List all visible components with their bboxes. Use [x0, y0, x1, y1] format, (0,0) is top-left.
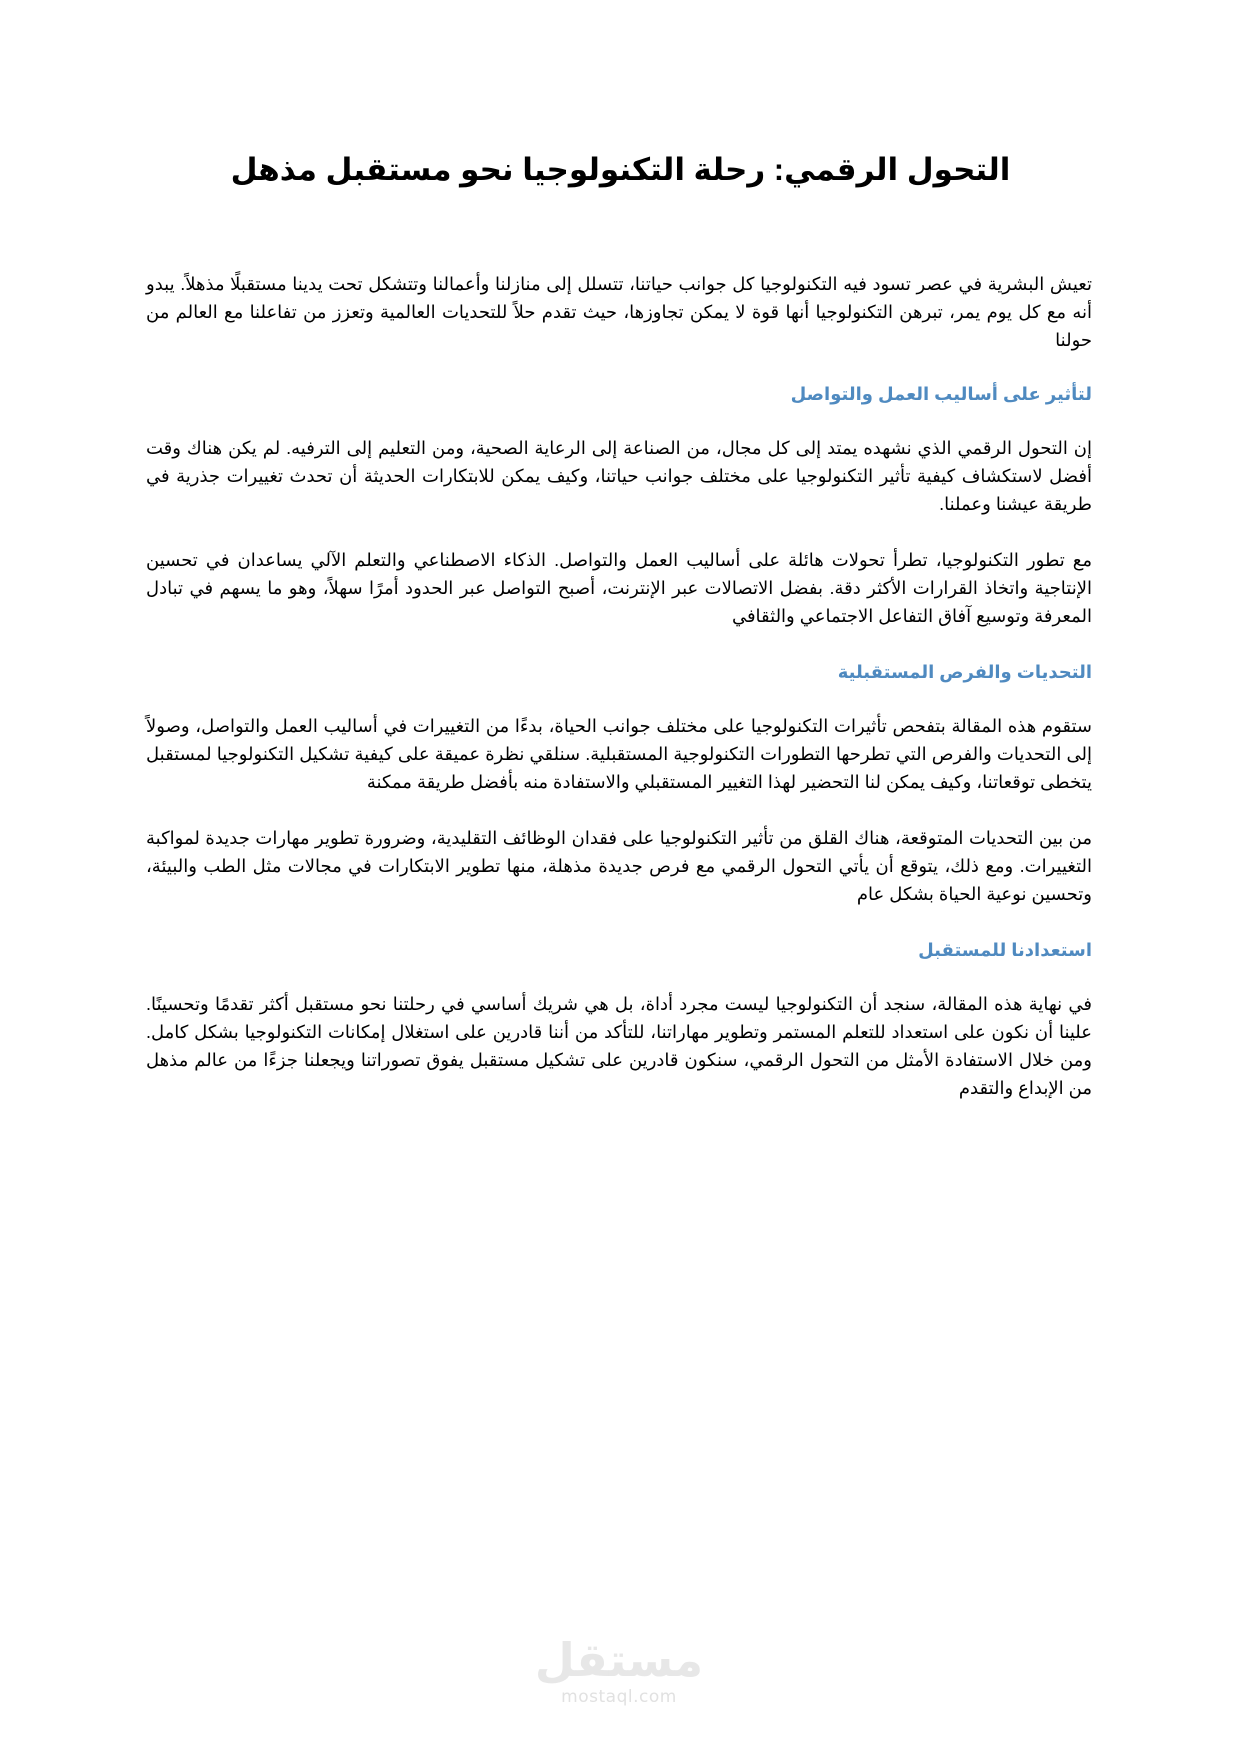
section-challenges-opportunities	[146, 658, 1092, 908]
section-paragraph: إن التحول الرقمي الذي نشهده يمتد إلى كل مجال، من الصناعة إلى الرعاية الصحية، ومن التعليم إلى الترفيه. لم يكن هناك وقت أفضل لاستكشاف كيفية تأثير التكنولوجيا على مختلف جوانب حياتنا، وكيف يمكن للابتكارات الحديثة أن تحدث تغييرات جذرية في طريقة عيشنا وعملنا.	[146, 438, 1092, 514]
section-heading: لتأثير على أساليب العمل والتواصل	[790, 384, 1092, 404]
mostaql-watermark	[534, 1633, 704, 1717]
watermark-domain: mostaql.com	[561, 1687, 677, 1707]
watermark-logo: مستقل	[534, 1633, 704, 1687]
section-work-communication	[146, 380, 1092, 630]
section-paragraph: من بين التحديات المتوقعة، هناك القلق من تأثير التكنولوجيا على فقدان الوظائف التقليدية، وضرورة تطوير مهارات جديدة لمواكبة التغييرات. ومع ذلك، يتوقع أن يأتي التحول الرقمي مع فرص جديدة مذهلة، منها تطوير الابتكارات في مجالات مثل الطب والبيئة، وتحسين نوعية الحياة بشكل عام	[146, 828, 1092, 904]
intro-paragraph: تعيش البشرية في عصر تسود فيه التكنولوجيا كل جوانب حياتنا، تتسلل إلى منازلنا وأعمالنا وتتشكل تحت يدينا مستقبلًا مذهلاً. يبدو أنه مع كل يوم يمر، تبرهن التكنولوجيا أنها قوة لا يمكن تجاوزها، حيث تقدم حلاً للتحديات العالمية وتعزز من تفاعلنا مع العالم من حولنا	[146, 274, 1092, 350]
section-paragraph: في نهاية هذه المقالة، سنجد أن التكنولوجيا ليست مجرد أداة، بل هي شريك أساسي في رحلتنا نحو مستقبل أكثر تقدمًا وتحسينًا. علينا أن نكون على استعداد للتعلم المستمر وتطوير مهاراتنا، للتأكد من أننا قادرين على استغلال إمكانات التكنولوجيا بشكل كامل. ومن خلال الاستفادة الأمثل من التحول الرقمي، سنكون قادرين على تشكيل مستقبل يفوق تصوراتنا ويجعلنا جزءًا من عالم مذهل من الإبداع والتقدم	[146, 994, 1092, 1098]
section-paragraph: مع تطور التكنولوجيا، تطرأ تحولات هائلة على أساليب العمل والتواصل. الذكاء الاصطناعي والتعلم الآلي يساعدان في تحسين الإنتاجية واتخاذ القرارات الأكثر دقة. بفضل الاتصالات عبر الإنترنت، أصبح التواصل عبر الحدود أمرًا سهلاً، وهو ما يسهم في تبادل المعرفة وتوسيع آفاق التفاعل الاجتماعي والثقافي	[146, 550, 1092, 626]
section-heading: استعدادنا للمستقبل	[918, 940, 1092, 960]
document-body	[146, 270, 1092, 1130]
section-future-readiness	[146, 936, 1092, 1102]
section-heading: التحديات والفرص المستقبلية	[837, 662, 1092, 682]
section-paragraph: ستقوم هذه المقالة بتفحص تأثيرات التكنولوجيا على مختلف جوانب الحياة، بدءًا من التغييرات في أساليب العمل والتواصل، وصولاً إلى التحديات والفرص التي تطرحها التطورات التكنولوجية المستقبلية. سنلقي نظرة عميقة على كيفية تشكيل التكنولوجيا لمستقبل يتخطى توقعاتنا، وكيف يمكن لنا التحضير لهذا التغيير المستقبلي والاستفادة منه بأفضل طريقة ممكنة	[146, 716, 1092, 792]
document-title: التحول الرقمي: رحلة التكنولوجيا نحو مستقبل مذهل	[230, 152, 1011, 187]
